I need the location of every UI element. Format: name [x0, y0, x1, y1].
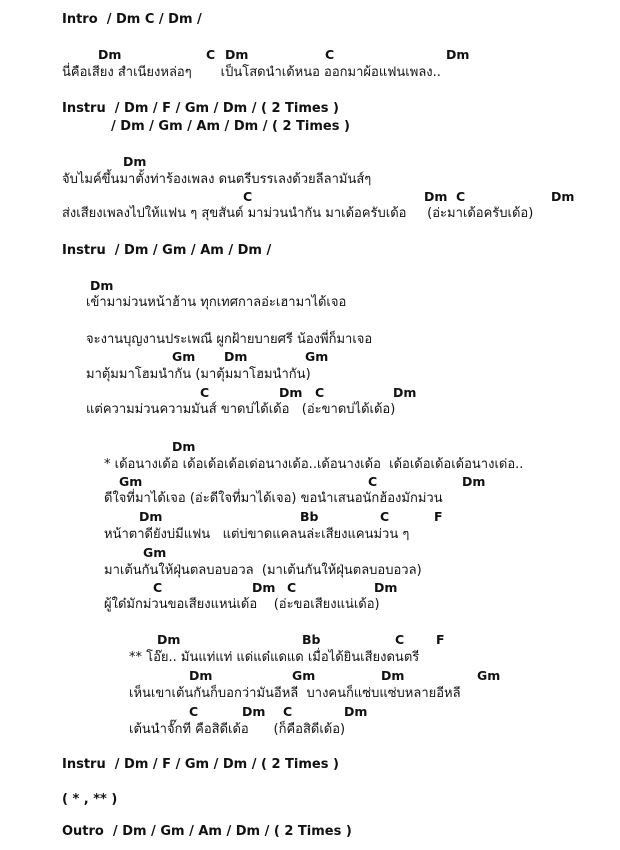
lyric-line: เข้ามาม่วนหน้าฮ้าน ทุกเทศกาลอ่ะเฮามาได้เจอ	[86, 295, 347, 310]
chord-label: Dm	[374, 580, 398, 595]
chord-label: Dm	[123, 154, 147, 169]
chord-label: C	[287, 580, 297, 595]
chord-label: Dm	[98, 47, 122, 62]
chord-label: Dm	[172, 439, 196, 454]
lyric-line: มาเต้นกันให้ฝุ่นตลบอบอวล (มาเต้นกันให้ฝุ่นตลบอบอวล)	[104, 563, 422, 578]
chord-label: Dm	[242, 704, 266, 719]
chord-label: C	[243, 189, 253, 204]
chord-label: Dm	[252, 580, 276, 595]
lyric-line: * เด้อนางเด้อ เด้อเด้อเด้อเด่อนางเด้อ..เด้อนางเด้อ เด้อเด้อเด้อเด้อนางเด่อ..	[104, 457, 524, 472]
section-header: Outro / Dm / Gm / Am / Dm / ( 2 Times )	[62, 824, 352, 839]
section-header: Instru / Dm / F / Gm / Dm / ( 2 Times )	[62, 757, 339, 772]
chord-label: Dm	[446, 47, 470, 62]
lyric-line: ผู้ใด๋มักม่วนขอเสียงแหน่เด้อ (อ่ะขอเสียงแน่เด้อ)	[104, 597, 380, 612]
section-header: ( * , ** )	[62, 792, 118, 807]
chord-label: Dm	[279, 385, 303, 400]
chord-label: Dm	[393, 385, 417, 400]
chord-label: Gm	[305, 349, 329, 364]
chord-label: Dm	[139, 509, 163, 524]
lyric-line: เห็นเขาเต้นกันก็บอกว่ามันอีหลี บางคนก็แซ่บแซ่บหลายอีหลี	[129, 686, 461, 701]
chord-label: Dm	[90, 278, 114, 293]
lyric-line: มาตุ้มมาโฮมนำกัน (มาตุ้มมาโฮมนำกัน)	[86, 367, 311, 382]
chord-label: Dm	[462, 474, 486, 489]
section-header: Instru / Dm / Gm / Am / Dm /	[62, 243, 272, 258]
section-header: / Dm / Gm / Am / Dm / ( 2 Times )	[111, 119, 350, 134]
chord-label: Dm	[551, 189, 575, 204]
chord-label: C	[395, 632, 405, 647]
chord-label: Bb	[302, 632, 321, 647]
chord-label: Gm	[172, 349, 196, 364]
chord-label: C	[315, 385, 325, 400]
lyric-line: ดีใจที่มาได้เจอ (อ่ะดีใจที่มาได้เจอ) ขอนำเสนอนักฮ้องมักม่วน	[104, 491, 443, 506]
chord-label: Gm	[119, 474, 143, 489]
chord-label: Dm	[424, 189, 448, 204]
chord-label: F	[434, 509, 443, 524]
chord-label: Dm	[189, 668, 213, 683]
chord-label: C	[189, 704, 199, 719]
lyric-line: จับไมค์ขึ้นมาตั้งท่าร้องเพลง ดนตรีบรรเลงด้วยลีลามันส์ๆ	[62, 172, 372, 187]
chord-label: F	[436, 632, 445, 647]
lyric-line: ส่งเสียงเพลงไปให้แฟน ๆ สุขสันต์ มาม่วนนำกัน มาเด้อครับเด้อ (อ่ะมาเด้อครับเด้อ)	[62, 206, 534, 221]
lyric-line: แต่ความม่วนความมันส์ ขาดบ่ได้เด้อ (อ่ะขาดบ่ได้เด้อ)	[86, 402, 396, 417]
lyric-line: จะงานบุญงานประเพณี ผูกฝ้ายบายศรี น้องพี่ก็มาเจอ	[86, 332, 373, 347]
lyric-line: นี่คือเสียง สำเนียงหล่อๆ เป็นโสดนำเด้หนอ ออกมาผ้อแฟนเพลง..	[62, 65, 441, 80]
chord-label: C	[283, 704, 293, 719]
section-header: Intro / Dm C / Dm /	[62, 12, 202, 27]
lyric-line: ** โอ๊ย.. มันแท่แท่ แด่แด๋แดแด เมื่อได้ยินเสียงดนตรี	[129, 650, 420, 665]
chord-label: Gm	[477, 668, 501, 683]
section-header: Instru / Dm / F / Gm / Dm / ( 2 Times )	[62, 101, 339, 116]
chord-label: C	[456, 189, 466, 204]
lyric-line: เต้นนำจั๊กที คือสิดีเด้อ (ก็คือสิดีเด้อ)	[129, 722, 346, 737]
chord-label: C	[206, 47, 216, 62]
chord-label: Dm	[225, 47, 249, 62]
chord-label: Dm	[157, 632, 181, 647]
lyric-line: หน้าตาดียังบ่มีแฟน แต่บ่ขาดแคลนล่ะเสียงแคนม่วน ๆ	[104, 527, 410, 542]
chord-label: Bb	[300, 509, 319, 524]
chord-label: Gm	[292, 668, 316, 683]
chord-label: Dm	[344, 704, 368, 719]
chord-label: C	[200, 385, 210, 400]
chord-label: Gm	[143, 545, 167, 560]
chord-label: Dm	[381, 668, 405, 683]
chord-label: Dm	[224, 349, 248, 364]
chord-label: C	[153, 580, 163, 595]
chord-label: C	[368, 474, 378, 489]
chord-label: C	[380, 509, 390, 524]
chord-label: C	[325, 47, 335, 62]
